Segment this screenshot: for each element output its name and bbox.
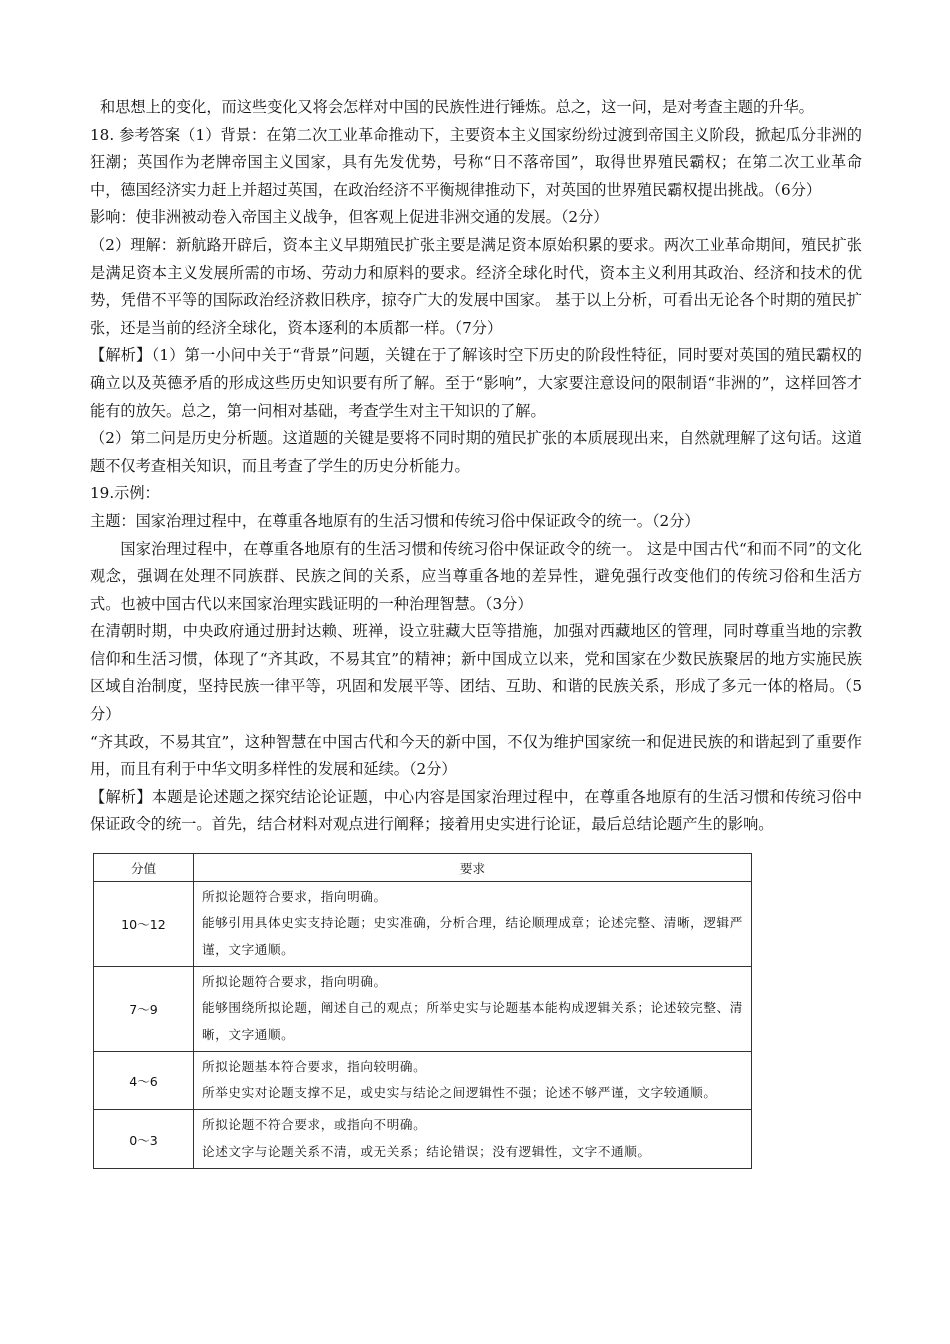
paragraph-q18-answer-impact: 影响：使非洲被动卷入帝国主义战争，但客观上促进非洲交通的发展。（2分） (90, 208, 609, 227)
requirement-line: 所拟论题基本符合要求，指向较明确。 (202, 1058, 427, 1074)
requirement-cell (194, 966, 752, 1051)
table-row (94, 882, 752, 967)
table-row (94, 966, 752, 1051)
paragraph-q18-analysis-2: （2）第二问是历史分析题。这道题的关键是要将不同时期的殖民扩张的本质展现出来，自然就理解了这句话。这道题不仅考查相关知识，而且考查了学生的历史分析能力。 (90, 429, 862, 475)
paragraph-q19-conclusion: “齐其政，不易其宜”，这种智慧在中国古代和今天的新中国，不仅为维护国家统一和促进民族的和谐起到了重要作用，而且有利于中华文明多样性的发展和延续。（2分） (90, 732, 862, 779)
requirement-line: 能够围绕所拟论题，阐述自己的观点；所举史实与论题基本能构成逻辑关系；论述较完整、清晰，文字通顺。 (202, 1000, 743, 1042)
requirement-line: 所举史实对论题支撑不足，或史实与结论之间逻辑性不强；论述不够严谨，文字较通顺。 (202, 1085, 717, 1101)
paragraph-q18-answer-understanding: （2）理解：新航路开辟后，资本主义早期殖民扩张主要是满足资本原始积累的要求。两次工业革命期间，殖民扩张是满足资本主义发展所需的市场、劳动力和原料的要求。经济全球化时代，资本主义利用其政治、经济和技术的优势，凭借不平等的国际政治经济救旧秩序，掠夺广大的发展中国家。 基于以上分析，可看出无论各个时期的殖民扩张，还是当前的经济全球化，资本逐利的本质都一样。（7分） (90, 235, 862, 337)
paragraph-q17-ending: 和思想上的变化，而这些变化又将会怎样对中国的民族性进行锤炼。总之，这一问，是对考查主题的升华。 (100, 98, 814, 116)
requirement-cell (194, 1110, 752, 1169)
header-requirements: 要求 (194, 854, 752, 882)
score-cell: 7～9 (94, 966, 194, 1051)
table-row (94, 1051, 752, 1110)
header-score: 分值 (94, 854, 194, 882)
requirement-line: 论述文字与论题关系不清，或无关系；结论错误；没有逻辑性，文字不通顺。 (202, 1143, 651, 1159)
score-cell: 10～12 (94, 882, 194, 967)
paragraph-q18-analysis-1: 【解析】（1）第一小问中关于“背景”问题，关键在于了解该时空下历史的阶段性特征，同时要对英国的殖民霸权的确立以及英德矛盾的形成这些历史知识要有所了解。至于“影响”，大家要注意设问的限制语“非洲的”，这样回答才能有的放矢。总之，第一问相对基础，考查学生对主干知识的了解。 (90, 346, 862, 420)
document-page (90, 94, 862, 1169)
table-header-row (94, 854, 752, 882)
requirement-line: 能够引用具体史实支持论题；史实准确，分析合理，结论顺理成章；论述完整、清晰，逻辑严谨，文字通顺。 (202, 915, 743, 957)
requirement-line: 所拟论题不符合要求，或指向不明确。 (202, 1117, 427, 1133)
paragraph-q19-explanation: 国家治理过程中，在尊重各地原有的生活习惯和传统习俗中保证政令的统一。 这是中国古代“和而不同”的文化观念，强调在处理不同族群、民族之间的关系，应当尊重各地的差异性，避免强行改变他们的传统习俗和生活方式。也被中国古代以来国家治理实践证明的一种治理智慧。（3分） (90, 539, 862, 613)
paragraph-q19-heading: 19.示例： (90, 484, 160, 503)
paragraph-q19-analysis: 【解析】本题是论述题之探究结论论证题，中心内容是国家治理过程中，在尊重各地原有的生活习惯和传统习俗中保证政令的统一。首先，结合材料对观点进行阐释；接着用史实进行论证，最后总结论题产生的影响。 (90, 787, 862, 834)
scoring-rubric-table (93, 853, 752, 1169)
score-cell: 0～3 (94, 1110, 194, 1169)
requirement-cell (194, 1051, 752, 1110)
table-row (94, 1110, 752, 1169)
paragraph-q19-theme: 主题：国家治理过程中，在尊重各地原有的生活习惯和传统习俗中保证政令的统一。（2分） (90, 511, 700, 530)
paragraph-q18-answer-background: 18. 参考答案（1）背景：在第二次工业革命推动下，主要资本主义国家纷纷过渡到帝国主义阶段，掀起瓜分非洲的狂潮；英国作为老牌帝国主义国家，具有先发优势，号称“日不落帝国”，取得世界殖民霸权；在第二次工业革命中，德国经济实力赶上并超过英国，在政治经济不平衡规律推动下，对英国的世界殖民霸权提出挑战。（6分） (90, 125, 862, 199)
requirement-cell (194, 882, 752, 967)
requirement-line: 所拟论题符合要求，指向明确。 (202, 973, 387, 989)
score-cell: 4～6 (94, 1051, 194, 1110)
requirement-line: 所拟论题符合要求，指向明确。 (202, 889, 387, 905)
paragraph-q19-evidence: 在清朝时期，中央政府通过册封达赖、班禅，设立驻藏大臣等措施，加强对西藏地区的管理，同时尊重当地的宗教信仰和生活习惯，体现了“齐其政，不易其宜”的精神；新中国成立以来，党和国家在少数民族聚居的地方实施民族区域自治制度，坚持民族一律平等，巩固和发展平等、团结、互助、和谐的民族关系，形成了多元一体的格局。（5分） (90, 622, 862, 724)
